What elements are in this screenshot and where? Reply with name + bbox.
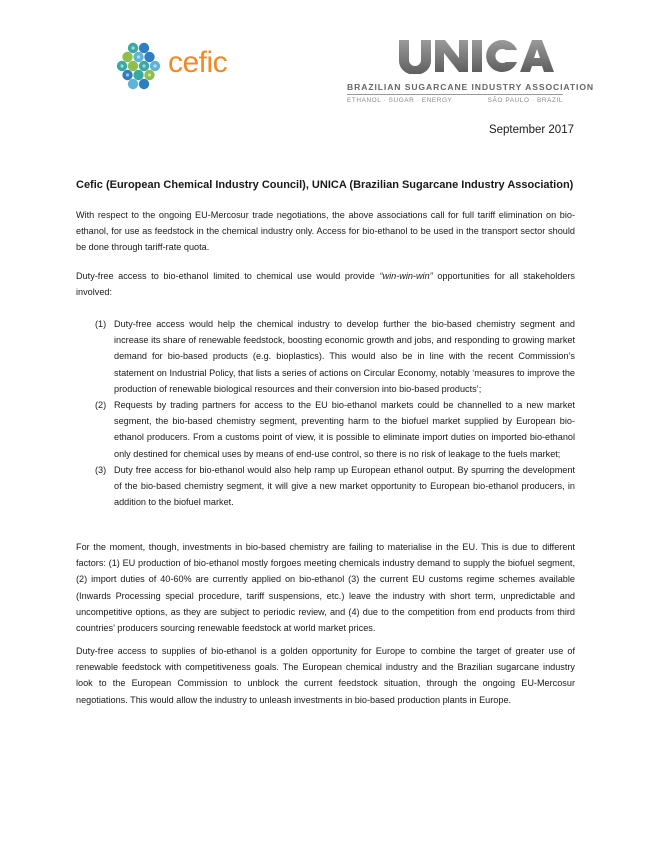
cefic-logo [113, 40, 248, 90]
list-item [76, 316, 575, 397]
list-item-text: Requests by trading partners for access to the EU bio-ethanol markets could be channelled to a new market segment, the bio-based chemistry segment, preventing harm to the biofuel market supplied by European bio-ethanol producers. From a customs point of view, it is possible to eliminate import duties on imported bio-ethanol only destined for chemical uses by means of end-use control, so there is no risk of leakage to the fuels market; [114, 400, 575, 459]
benefits-list [76, 316, 575, 510]
paragraph-win-win [76, 268, 575, 300]
unica-tagline: BRAZILIAN SUGARCANE INDUSTRY ASSOCIATION [347, 82, 563, 95]
cefic-hexagon-mark-icon [113, 40, 171, 90]
cefic-wordmark: cefic [168, 46, 228, 79]
paragraph-win-win-before: Duty-free access to bio-ethanol limited to chemical use would provide [76, 271, 380, 281]
list-item [76, 397, 575, 462]
list-item-text: Duty free access for bio-ethanol would also help ramp up European ethanol output. By spurring the development of the bio-based chemistry segment, it will give a new market opportunity to European bio-ethanol producers, in addition to the biofuel market. [114, 464, 575, 508]
unica-sub-left: ETHANOL · SUGAR · ENERGY [347, 97, 453, 104]
list-item-number: (1) [95, 319, 107, 329]
unica-logo [345, 38, 595, 113]
list-item-text: Duty-free access would help the chemical industry to develop further the bio-based chemistry segment and increase its share of renewable feedstock, boosting economic growth and jobs, and responding to growing market demand for bio-based products (e.g. bioplastics). This would also be in line with the recent Commission’s statement on Industrial Policy, that lists a series of actions on Circular Economy, notably ‘measures to improve the production of renewable biological resources and their conversion into bio-based products’; [114, 319, 575, 394]
list-item-number: (2) [95, 400, 107, 411]
list-item [76, 462, 575, 511]
paragraph-conclusion: Duty-free access to supplies of bio-ethanol is a golden opportunity for Europe to combine the target of greater use of renewable feedstock with competitiveness goals. The European chemical industry and the Brazilian sugarcane industry look to the European Commission to unblock the current feedstock situation, through the ongoing EU-Mercosur negotiations. This would allow the industry to unleash investments in bio-based production plants in Europe. [76, 646, 575, 705]
unica-subline [347, 97, 563, 104]
paragraph-win-win-emphasis: “win-win-win” [379, 271, 433, 281]
paragraph-intro: With respect to the ongoing EU-Mercosur trade negotiations, the above associations call for full tariff elimination on bio-ethanol, for use as feedstock in the chemical industry only. Access for bio-ethanol to be used in the transport sector should be done through tariff-rate quota. [76, 210, 575, 253]
list-item-number: (3) [95, 464, 107, 475]
unica-wordmark-icon [397, 38, 562, 74]
paragraph-factors: For the moment, though, investments in bio-based chemistry are failing to materialise in the EU. This is due to different factors: (1) EU production of bio-ethanol mostly forgoes meeting chemicals industry demand to supply the biofuel segment, (2) import duties of 40-60% are currently applied on bio-ethanol (3) the current EU customs regime schemes available (Inwards Processing special procedure, tariff suspensions, etc.) leave the industry with short term, unpredictable and uncompetitive options, as they are subject to periodic review, and (4) due to the competition from end products from third countries’ producers sourcing renewable feedstock at world market prices. [76, 542, 575, 634]
document-date: September 2017 [488, 124, 574, 136]
unica-sub-right: SÃO PAULO · BRAZIL [487, 97, 563, 104]
document-title: Cefic (European Chemical Industry Council), UNICA (Brazilian Sugarcane Industry Association) [76, 179, 574, 191]
paragraph-win-win-after: opportunities for all stakeholders involved: [76, 271, 575, 298]
